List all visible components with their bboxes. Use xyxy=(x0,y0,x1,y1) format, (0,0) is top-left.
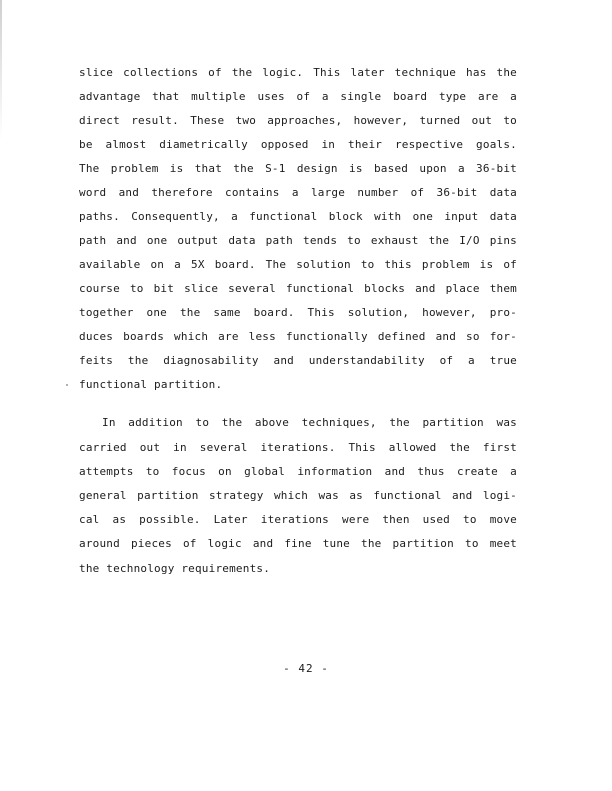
text-line: slice collections of the logic. This later technique has the xyxy=(79,66,517,79)
text-line: attempts to focus on global information and thus create a xyxy=(79,465,517,478)
text-line: In addition to the above techniques, the partition was xyxy=(102,416,517,429)
text-line: word and therefore contains a large number of 36-bit data xyxy=(79,186,517,199)
text-line: available on a 5X board. The solution to this problem is of xyxy=(79,258,517,271)
text-line: carried out in several iterations. This allowed the first xyxy=(79,441,517,454)
text-line: advantage that multiple uses of a single board type are a xyxy=(79,90,517,103)
text-line: direct result. These two approaches, however, turned out to xyxy=(79,114,517,127)
text-line: paths. Consequently, a functional block with one input data xyxy=(79,210,517,223)
text-line: functional partition. xyxy=(79,378,223,391)
text-line: The problem is that the S-1 design is based upon a 36-bit xyxy=(79,162,517,175)
text-line: general partition strategy which was as functional and logi- xyxy=(79,489,517,502)
text-line: around pieces of logic and fine tune the partition to meet xyxy=(79,537,517,550)
text-line: cal as possible. Later iterations were then used to move xyxy=(79,513,517,526)
scan-edge-mark xyxy=(0,0,2,140)
text-line: feits the diagnosability and understandability of a true xyxy=(79,354,517,367)
text-line: the technology requirements. xyxy=(79,562,271,575)
scan-speck xyxy=(66,384,68,386)
text-line: path and one output data path tends to exhaust the I/O pins xyxy=(79,234,517,247)
text-line: course to bit slice several functional blocks and place them xyxy=(79,282,517,295)
text-line: be almost diametrically opposed in their respective goals. xyxy=(79,138,517,151)
page-number: - 42 - xyxy=(283,662,329,675)
text-line: duces boards which are less functionally defined and so for- xyxy=(79,330,517,343)
text-line: together one the same board. This solution, however, pro- xyxy=(79,306,517,319)
